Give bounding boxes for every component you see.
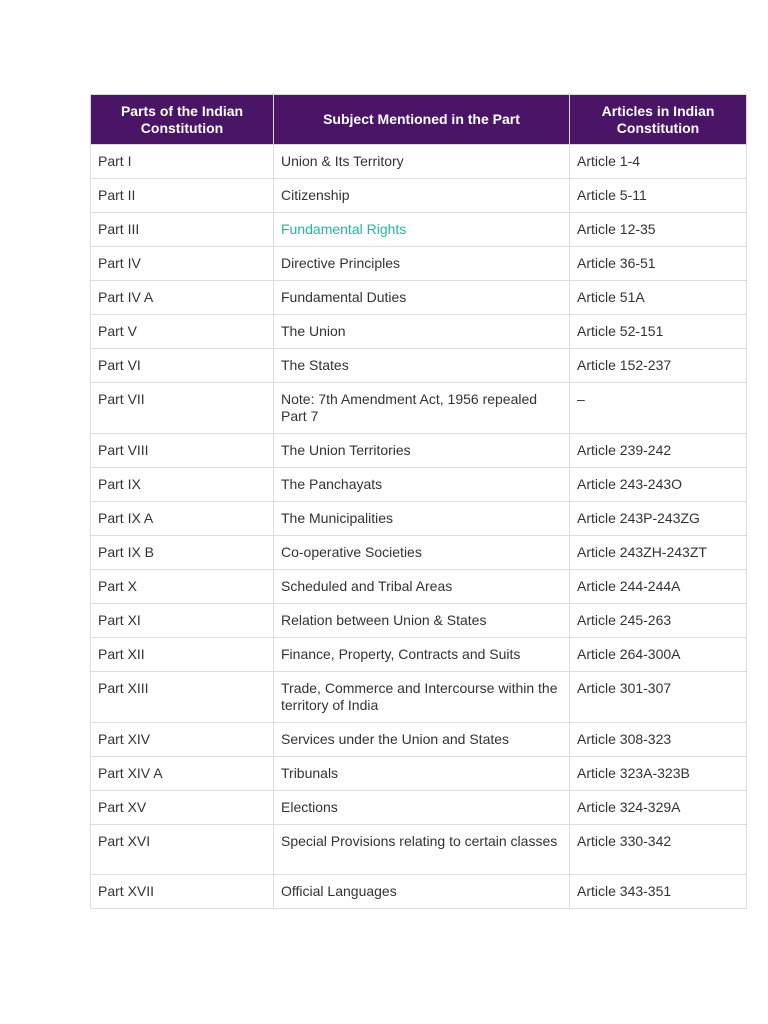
cell-articles: Article 264-300A <box>570 638 747 672</box>
cell-part: Part XIV <box>91 723 274 757</box>
cell-subject <box>274 213 570 247</box>
cell-part: Part III <box>91 213 274 247</box>
cell-articles: Article 245-263 <box>570 604 747 638</box>
cell-articles: Article 52-151 <box>570 315 747 349</box>
cell-articles: Article 343-351 <box>570 875 747 909</box>
cell-part: Part IX A <box>91 502 274 536</box>
table-header-row <box>91 95 747 145</box>
cell-part: Part XII <box>91 638 274 672</box>
cell-articles: Article 323A-323B <box>570 757 747 791</box>
header-articles: Articles in Indian Constitution <box>570 95 747 145</box>
cell-subject: The Union Territories <box>274 434 570 468</box>
table-row <box>91 638 747 672</box>
cell-articles: Article 5-11 <box>570 179 747 213</box>
table-row <box>91 502 747 536</box>
cell-part: Part VIII <box>91 434 274 468</box>
table-row <box>91 281 747 315</box>
cell-subject: Elections <box>274 791 570 825</box>
cell-subject: Services under the Union and States <box>274 723 570 757</box>
cell-subject: Relation between Union & States <box>274 604 570 638</box>
table-row <box>91 875 747 909</box>
cell-subject: Citizenship <box>274 179 570 213</box>
cell-articles: Article 152-237 <box>570 349 747 383</box>
cell-part: Part XIII <box>91 672 274 723</box>
cell-articles: Article 244-244A <box>570 570 747 604</box>
cell-subject: Finance, Property, Contracts and Suits <box>274 638 570 672</box>
cell-part: Part XI <box>91 604 274 638</box>
cell-subject: Note: 7th Amendment Act, 1956 repealed Part 7 <box>274 383 570 434</box>
table-row <box>91 604 747 638</box>
cell-part: Part IV A <box>91 281 274 315</box>
cell-part: Part XVI <box>91 825 274 875</box>
table-body <box>91 145 747 909</box>
cell-part: Part II <box>91 179 274 213</box>
cell-subject: Official Languages <box>274 875 570 909</box>
table-row <box>91 570 747 604</box>
cell-part: Part IV <box>91 247 274 281</box>
cell-articles: Article 308-323 <box>570 723 747 757</box>
cell-part: Part V <box>91 315 274 349</box>
cell-articles: Article 243ZH-243ZT <box>570 536 747 570</box>
constitution-parts-table <box>90 94 747 909</box>
table-row <box>91 179 747 213</box>
cell-subject: The Union <box>274 315 570 349</box>
cell-part: Part XV <box>91 791 274 825</box>
cell-part: Part VII <box>91 383 274 434</box>
cell-subject: Union & Its Territory <box>274 145 570 179</box>
table-row <box>91 825 747 875</box>
cell-articles: Article 239-242 <box>570 434 747 468</box>
cell-subject: Fundamental Duties <box>274 281 570 315</box>
table-row <box>91 791 747 825</box>
cell-subject: Trade, Commerce and Intercourse within the territory of India <box>274 672 570 723</box>
table-row <box>91 536 747 570</box>
table-row <box>91 723 747 757</box>
fundamental-rights-link[interactable]: Fundamental Rights <box>281 221 407 237</box>
cell-subject: Co-operative Societies <box>274 536 570 570</box>
cell-articles: – <box>570 383 747 434</box>
cell-subject: The States <box>274 349 570 383</box>
table-row <box>91 213 747 247</box>
table-row <box>91 757 747 791</box>
cell-subject: The Municipalities <box>274 502 570 536</box>
cell-articles: Article 36-51 <box>570 247 747 281</box>
cell-articles: Article 12-35 <box>570 213 747 247</box>
cell-articles: Article 330-342 <box>570 825 747 875</box>
cell-part: Part XIV A <box>91 757 274 791</box>
cell-articles: Article 243P-243ZG <box>570 502 747 536</box>
table-row <box>91 145 747 179</box>
cell-part: Part IX <box>91 468 274 502</box>
cell-articles: Article 324-329A <box>570 791 747 825</box>
cell-articles: Article 243-243O <box>570 468 747 502</box>
table-row <box>91 315 747 349</box>
cell-part: Part X <box>91 570 274 604</box>
cell-subject: Scheduled and Tribal Areas <box>274 570 570 604</box>
header-parts: Parts of the Indian Constitution <box>91 95 274 145</box>
cell-part: Part XVII <box>91 875 274 909</box>
cell-articles: Article 1-4 <box>570 145 747 179</box>
table-row <box>91 247 747 281</box>
cell-part: Part IX B <box>91 536 274 570</box>
cell-subject: The Panchayats <box>274 468 570 502</box>
table-row <box>91 434 747 468</box>
table-row <box>91 383 747 434</box>
table-row <box>91 468 747 502</box>
cell-subject: Special Provisions relating to certain classes <box>274 825 570 875</box>
cell-articles: Article 51A <box>570 281 747 315</box>
cell-subject: Tribunals <box>274 757 570 791</box>
table-row <box>91 349 747 383</box>
cell-part: Part VI <box>91 349 274 383</box>
cell-part: Part I <box>91 145 274 179</box>
table-row <box>91 672 747 723</box>
cell-articles: Article 301-307 <box>570 672 747 723</box>
header-subject: Subject Mentioned in the Part <box>274 95 570 145</box>
cell-subject: Directive Principles <box>274 247 570 281</box>
